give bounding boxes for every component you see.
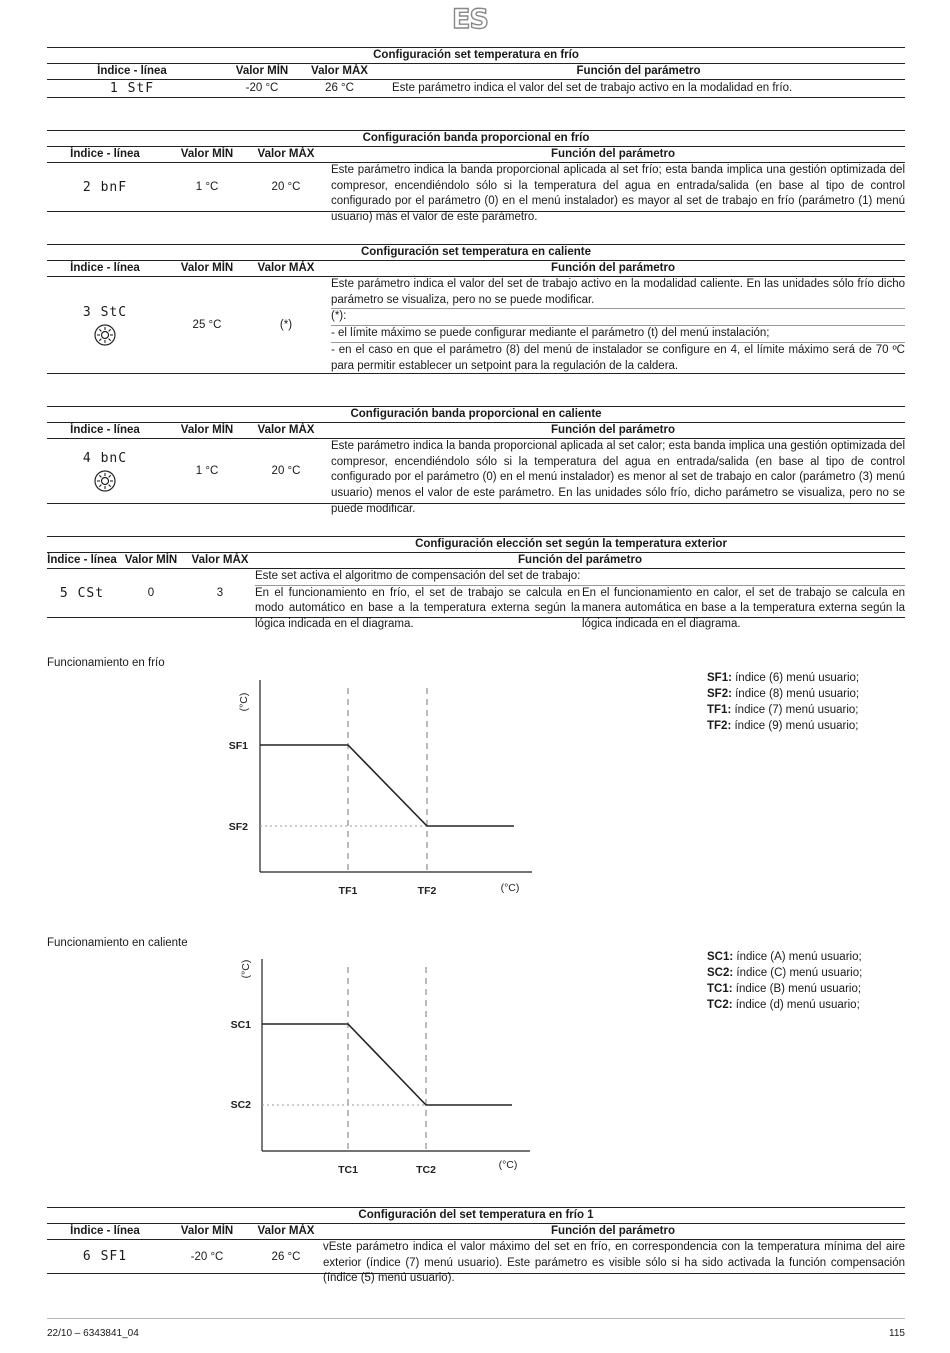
table-header: Índice - línea Valor MÍN Valor MÁX Función del parámetro [47, 1223, 905, 1240]
y-label-high: SC1 [230, 1019, 251, 1031]
table-title: Configuración elección set según la temperatura exterior [47, 536, 905, 552]
y-label-high: SF1 [228, 740, 248, 752]
table-header: Índice - línea Valor MÍN Valor MÁX Función del parámetro [47, 422, 905, 439]
x-label-2: TF2 [417, 885, 437, 897]
y-unit: (°C) [240, 959, 252, 979]
min-value: -20 °C [190, 1250, 224, 1263]
table-row [47, 80, 905, 98]
legend-item: TF1: índice (7) menú usuario; [707, 704, 859, 716]
max-value: 20 °C [271, 181, 301, 193]
table-row [47, 569, 905, 631]
note-line: - el límite máximo se puede configurar mediante el parámetro (t) del menú instalación; [331, 325, 905, 342]
max-value: 26 °C [271, 1250, 301, 1263]
graph-title: Funcionamiento en caliente [47, 937, 188, 949]
graph-legend [707, 949, 862, 1013]
table-band-cold [47, 130, 905, 224]
x-unit: (°C) [498, 1159, 518, 1171]
hot-mode-text: En el funcionamiento en calor, el set de trabajo se calcula en manera automática en base a la temperatura externa según la lógica indicada en el diagrama. [582, 586, 905, 631]
legend-item: SF2: índice (8) menú usuario; [707, 688, 860, 700]
table-row [47, 277, 905, 374]
table-band-hot [47, 406, 905, 515]
y-unit: (°C) [238, 692, 250, 712]
x-label-1: TF1 [338, 885, 358, 897]
table-title: Configuración set temperatura en caliente [47, 244, 905, 260]
legend-item: SF1: índice (6) menú usuario; [707, 672, 860, 684]
table-set-temp-hot [47, 244, 905, 374]
note-line: - en el caso en que el parámetro (8) del menú de instalador se configure en 4, el límite máximo será de 70 ºC para permitir establecer un setpoint para la regulación de la caldera. [331, 342, 905, 374]
note-label: (*): [331, 308, 905, 325]
min-value: -20 °C [245, 82, 279, 94]
max-value: 3 [216, 587, 224, 599]
index-display: 4 bnC [82, 450, 128, 466]
table-header: Índice - línea Valor MÍN Valor MÁX Función del parámetro [47, 552, 905, 569]
table-outdoor-compensation [47, 536, 905, 631]
sun-icon [94, 470, 116, 492]
function-text: Este parámetro indica el valor del set de trabajo activo en la modalidad caliente. En las unidades sólo frío dicho parámetro se visualiza, pero no se puede modificar. [331, 278, 905, 306]
document-code: 22/10 – 6343841_04 [47, 1328, 139, 1339]
hot-compensation-diagram [210, 939, 540, 1184]
table-title: Configuración set temperatura en frío [47, 47, 905, 63]
cold-compensation-diagram [210, 660, 540, 905]
cold-mode-text: En el funcionamiento en frío, el set de trabajo se calcula en modo automático en base a la temperatura externa según la lógica indicada en el diagrama. [255, 586, 580, 631]
max-value: 20 °C [271, 465, 301, 477]
index-display: 1 StF [109, 81, 155, 96]
table-header: Índice - línea Valor MÍN Valor MÁX Función del parámetro [47, 63, 905, 80]
function-text: vEste parámetro indica el valor máximo del set en frío, en correspondencia con la temperatura mínima del aire exterior (índice (7) menú usuario). Este parámetro es visible sólo si ha sido activada la función compensación (índice (5) menú usuario). [323, 1241, 905, 1285]
table-set-cold-1 [47, 1207, 905, 1285]
x-unit: (°C) [500, 882, 520, 894]
table-row [47, 439, 905, 515]
page-number: 115 [889, 1328, 905, 1339]
set-curve [260, 745, 514, 826]
x-label-1: TC1 [338, 1164, 358, 1176]
page-footer [47, 1318, 905, 1339]
table-title: Configuración del set temperatura en frío 1 [47, 1207, 905, 1223]
table-header: Índice - línea Valor MÍN Valor MÁX Función del parámetro [47, 260, 905, 277]
index-display: 6 SF1 [82, 1249, 128, 1264]
min-value: 1 °C [195, 465, 219, 477]
index-display: 5 CSt [59, 585, 105, 601]
min-value: 0 [147, 587, 155, 599]
max-value: 26 °C [325, 82, 354, 94]
max-value: (*) [279, 319, 293, 331]
table-row [47, 163, 905, 224]
legend-item: TC2: índice (d) menú usuario; [707, 999, 860, 1011]
table-title: Configuración banda proporcional en frío [47, 130, 905, 146]
y-label-low: SC2 [230, 1099, 251, 1111]
function-text: Este parámetro indica el valor del set de trabajo activo en la modalidad en frío. [392, 82, 793, 94]
graph-title: Funcionamiento en frío [47, 657, 165, 669]
y-label-low: SF2 [228, 821, 248, 833]
set-curve [262, 1024, 512, 1105]
function-text: Este set activa el algoritmo de compensación del set de trabajo: [255, 569, 905, 586]
min-value: 25 °C [192, 319, 222, 331]
legend-item: TC1: índice (B) menú usuario; [707, 983, 862, 995]
graph-legend [707, 670, 859, 734]
table-title: Configuración banda proporcional en caliente [47, 406, 905, 422]
function-text: Este parámetro indica la banda proporcional aplicada al set frío; esta banda implica una gestión optimizada del compresor, encendiéndolo sólo si la temperatura del agua en entrada/salida (en base al tipo de control configurado por el parámetro (0) en el menú instalador) es mayor al set de trabajo en frío (parámetro (1) menú usuario) más el valor de este parámetro. [331, 164, 905, 224]
x-label-2: TC2 [416, 1164, 436, 1176]
index-display: 2 bnF [82, 179, 128, 195]
legend-item: SC2: índice (C) menú usuario; [707, 967, 863, 979]
table-header: Índice - línea Valor MÍN Valor MÁX Función del parámetro [47, 146, 905, 163]
index-display: 3 StC [82, 304, 128, 320]
function-text: Este parámetro indica la banda proporcional aplicada al set calor; esta banda implica una gestión optimizada del compresor, encendiéndolo sólo si la temperatura del agua en entrada/salida (en base al tipo de control configurado por el parámetro (0) en el menú instalador) es menor al set de trabajo en calor (parámetro (3) menú usuario) menos el valor de este parámetro. En las unidades sólo frío, dicho parámetro se visualiza, pero no se puede modificar. [331, 440, 905, 515]
legend-item: SC1: índice (A) menú usuario; [707, 951, 862, 963]
legend-item: TF2: índice (9) menú usuario; [707, 720, 859, 732]
sun-icon [94, 324, 116, 346]
table-row [47, 1240, 905, 1285]
min-value: 1 °C [195, 181, 219, 193]
language-badge: ES [452, 4, 488, 35]
table-set-temp-cold [47, 47, 905, 98]
